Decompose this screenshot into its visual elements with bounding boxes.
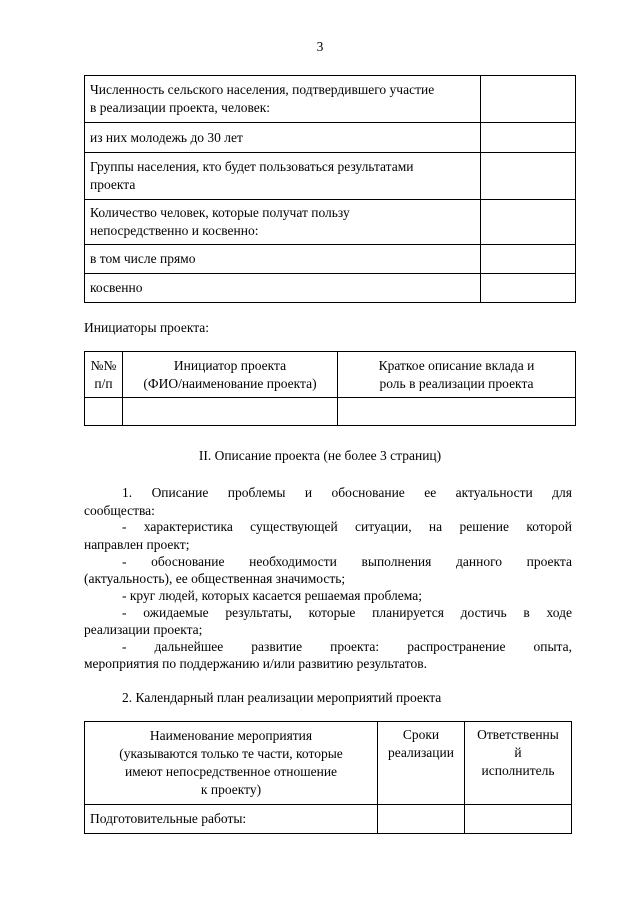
event-responsible-cell[interactable] <box>465 805 572 834</box>
table-row <box>85 274 576 303</box>
table-row <box>85 245 576 274</box>
table-header-row <box>85 722 572 805</box>
header-line: №№ <box>90 357 117 373</box>
initiators-label: Инициаторы проекта: <box>84 320 210 335</box>
table-row <box>85 123 576 153</box>
bullet-people: - круг людей, которых касается решаемая проблема; <box>122 588 422 603</box>
indicator-label <box>85 153 481 200</box>
column-header-number <box>85 352 123 398</box>
column-header-event <box>85 722 378 805</box>
table-row <box>85 153 576 200</box>
text-line: 1. Описание проблемы и обоснование ее актуальности для <box>122 485 572 500</box>
indicator-label: в том числе прямо <box>85 245 481 274</box>
bullet-results <box>84 604 572 622</box>
text-line: - дальнейшее развитие проекта: распространение опыта, <box>122 639 572 654</box>
indicator-label-line: в реализации проекта, человек: <box>90 100 271 115</box>
text-line: - обоснование необходимости выполнения данного проекта <box>122 554 572 569</box>
calendar-title: 2. Календарный план реализации мероприятий проекта <box>122 690 442 705</box>
indicator-value-cell[interactable] <box>481 153 576 200</box>
header-line: Сроки <box>402 727 440 742</box>
table-row <box>85 398 576 426</box>
indicator-label: косвенно <box>85 274 481 303</box>
description-item-1 <box>84 484 572 502</box>
event-name-cell: Подготовительные работы: <box>85 805 378 834</box>
bullet-necessity <box>84 553 572 571</box>
indicator-value-cell[interactable] <box>481 76 576 123</box>
calendar-plan-table <box>84 721 572 834</box>
table-row <box>85 76 576 123</box>
column-header-initiator <box>123 352 338 398</box>
table-cell[interactable] <box>85 398 123 426</box>
indicator-label-line: непосредственно и косвенно: <box>90 223 259 238</box>
header-line: Ответственны <box>477 727 559 742</box>
header-line: (ФИО/наименование проекта) <box>143 375 317 391</box>
page-number: 3 <box>316 39 324 54</box>
indicator-value-cell[interactable] <box>481 245 576 274</box>
indicator-label: из них молодежь до 30 лет <box>85 123 481 153</box>
indicator-label-line: Численность сельского населения, подтвердившего участие <box>90 82 435 97</box>
bullet-results-cont: реализации проекта; <box>84 622 203 637</box>
header-line: к проекту) <box>200 782 262 797</box>
indicator-label <box>85 200 481 245</box>
header-line: п/п <box>94 375 113 391</box>
bullet-situation-cont: направлен проект; <box>84 537 190 552</box>
header-line: реализации <box>388 745 454 760</box>
event-terms-cell[interactable] <box>378 805 465 834</box>
column-header-terms <box>378 722 465 805</box>
table-header-row <box>85 352 576 398</box>
indicators-table <box>84 75 576 303</box>
indicator-label <box>85 76 481 123</box>
initiators-table <box>84 351 576 426</box>
header-line: (указываются только те части, которые <box>119 746 343 761</box>
header-line: Инициатор проекта <box>173 357 287 373</box>
table-cell[interactable] <box>123 398 338 426</box>
indicator-label-line: Группы населения, кто будет пользоваться результатами <box>90 159 414 174</box>
indicator-value-cell[interactable] <box>481 200 576 245</box>
bullet-necessity-cont: (актуальность), ее общественная значимость; <box>84 571 346 586</box>
table-cell[interactable] <box>338 398 576 426</box>
header-line: Краткое описание вклада и <box>378 357 535 373</box>
column-header-description <box>338 352 576 398</box>
bullet-development <box>84 638 572 656</box>
header-line: й <box>514 745 522 760</box>
indicator-label-line: проекта <box>90 177 136 192</box>
bullet-situation <box>84 518 572 536</box>
table-row <box>85 200 576 245</box>
table-row <box>85 805 572 834</box>
text-line: - характеристика существующей ситуации, на решение которой <box>122 519 572 534</box>
bullet-development-cont: мероприятия по поддержанию и/или развитию результатов. <box>84 656 428 671</box>
indicator-value-cell[interactable] <box>481 274 576 303</box>
header-line: имеют непосредственное отношение <box>124 764 338 779</box>
column-header-responsible <box>465 722 572 805</box>
indicator-value-cell[interactable] <box>481 123 576 153</box>
description-item-1-cont: сообщества: <box>84 503 155 518</box>
indicator-label-line: Количество человек, которые получат пользу <box>90 205 350 220</box>
header-line: роль в реализации проекта <box>379 375 534 391</box>
header-line: Наименование мероприятия <box>149 728 313 743</box>
section-heading: II. Описание проекта (не более 3 страниц) <box>198 448 442 463</box>
header-line: исполнитель <box>481 763 555 778</box>
text-line: - ожидаемые результаты, которые планируется достичь в ходе <box>122 605 572 620</box>
